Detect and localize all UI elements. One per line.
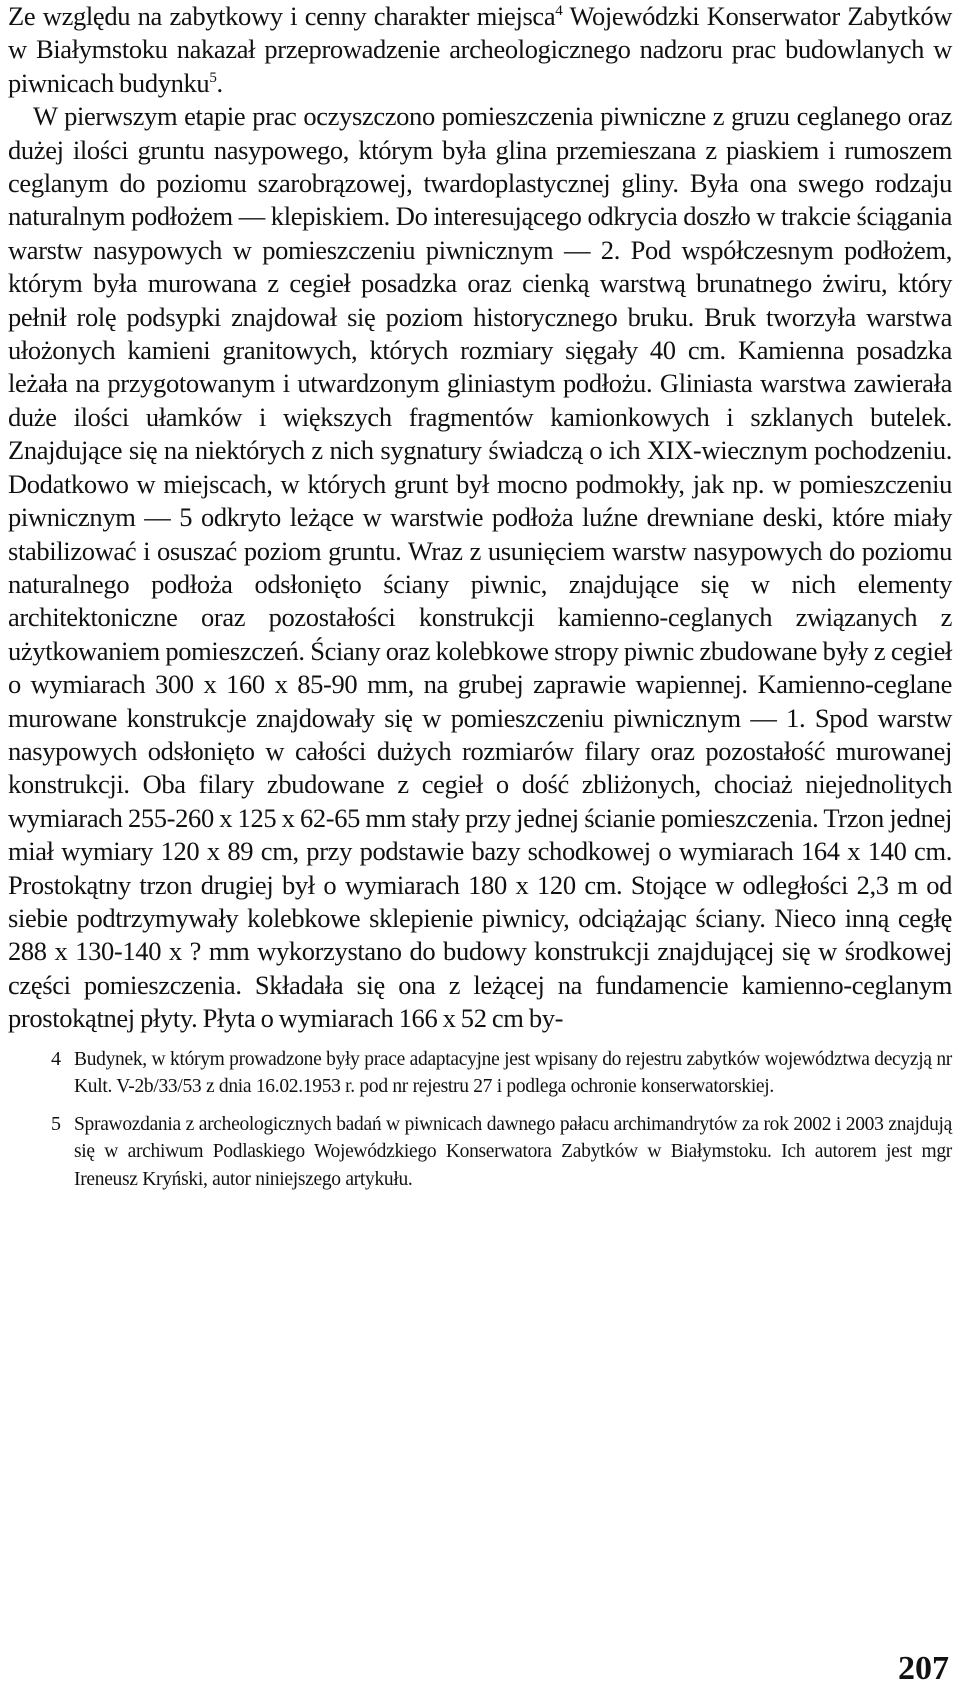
paragraph-1-text-a: Ze względu na zabytkowy i cenny charakter miejsca bbox=[8, 1, 556, 31]
paragraph-1-text-c: . bbox=[216, 67, 223, 98]
footnote-number: 4 bbox=[51, 1047, 61, 1070]
paragraph-1 bbox=[8, 0, 952, 100]
paragraph-1-text-b: Wojewódzki Konserwator Zabytków w Białymstoku nakazał przeprowadzenie archeologicznego nadzoru prac budowlanych w piwnicach budynku bbox=[8, 1, 953, 98]
footnote-text: Sprawozdania z archeologicznych badań w piwnicach dawnego pałacu archimandrytów za rok 2002 i 2003 znajdują się w archiwum Podlaskiego Wojewódzkiego Konserwatora Zabytków w Białymstoku. Ich autorem jest mgr Ireneusz Kryński, autor niniejszego artykułu. bbox=[74, 1113, 952, 1190]
footnote-ref-5[interactable]: 5 bbox=[209, 69, 217, 86]
footnote-number: 5 bbox=[51, 1112, 61, 1135]
footnotes bbox=[8, 1046, 952, 1194]
footnote-text: Budynek, w którym prowadzone były prace adaptacyjne jest wpisany do rejestru zabytków województwa decyzją nr Kult. V-2b/33/53 z dnia 16.02.1953 r. pod nr rejestru 27 i podlega ochronie konserwatorskiej. bbox=[74, 1048, 952, 1098]
body-text bbox=[8, 0, 952, 1036]
paragraph-2: W pierwszym etapie prac oczyszczono pomieszczenia piwniczne z gruzu ceglanego oraz dużej ilości gruntu nasypowego, którym była glina przemieszana z piaskiem i rumoszem ceglanym do poziomu szarobrązowej, twardoplastycznej gliny. Była ona swego rodzaju naturalnym podłożem — klepiskiem. Do interesującego odkrycia doszło w trakcie ściągania warstw nasypowych w pomieszczeniu piwnicznym — 2. Pod współczesnym podłożem, którym była murowana z cegieł posadzka oraz cienką warstwą brunatnego żwiru, który pełnił rolę podsypki znajdował się poziom historycznego bruku. Bruk tworzyła warstwa ułożonych kamieni granitowych, których rozmiary sięgały 40 cm. Kamienna posadzka leżała na przygotowanym i utwardzonym gliniastym podłożu. Gliniasta warstwa zawierała duże ilości ułamków i większych fragmentów kamionkowych i szklanych butelek. Znajdujące się na niektórych z nich sygnatury świadczą o ich XIX-wiecznym pochodzeniu. Dodatkowo w miejscach, w których grunt był mocno podmokły, jak np. w pomieszczeniu piwnicznym — 5 odkryto leżące w warstwie podłoża luźne drewniane deski, które miały stabilizować i osuszać poziom gruntu. Wraz z usunięciem warstw nasypowych do poziomu naturalnego podłoża odsłonięto ściany piwnic, znajdujące się w nich elementy architektoniczne oraz pozostałości konstrukcji kamienno-ceglanych związanych z użytkowaniem pomieszczeń. Ściany oraz kolebkowe stropy piwnic zbudowane były z cegieł o wymiarach 300 x 160 x 85-90 mm, na grubej zaprawie wapiennej. Kamienno-ceglane murowane konstrukcje znajdowały się w pomieszczeniu piwnicznym — 1. Spod warstw nasypowych odsłonięto w całości dużych rozmiarów filary oraz pozostałość murowanej konstrukcji. Oba filary zbudowane z cegieł o dość zbliżonych, chociaż niejednolitych wymiarach 255-260 x 125 x 62-65 mm stały przy jednej ścianie pomieszczenia. Trzon jednej miał wymiary 120 x 89 cm, przy podstawie bazy schodkowej o wymiarach 164 x 140 cm. Prostokątny trzon drugiej był o wymiarach 180 x 120 cm. Stojące w odległości 2,3 m od siebie podtrzymywały kolebkowe sklepienie piwnicy, odciążając ściany. Nieco inną cegłę 288 x 130-140 x ? mm wykorzystano do budowy konstrukcji znajdującej się w środkowej części pomieszczenia. Składała się ona z leżącej na fundamencie kamienno-ceglanym prostokątnej płyty. Płyta o wymiarach 166 x 52 cm by- bbox=[8, 101, 952, 1034]
footnote-5 bbox=[8, 1111, 952, 1194]
document-page bbox=[8, 0, 952, 1702]
footnote-ref-4[interactable]: 4 bbox=[555, 3, 563, 19]
page-number: 207 bbox=[898, 1650, 949, 1687]
footnote-4 bbox=[8, 1046, 952, 1101]
